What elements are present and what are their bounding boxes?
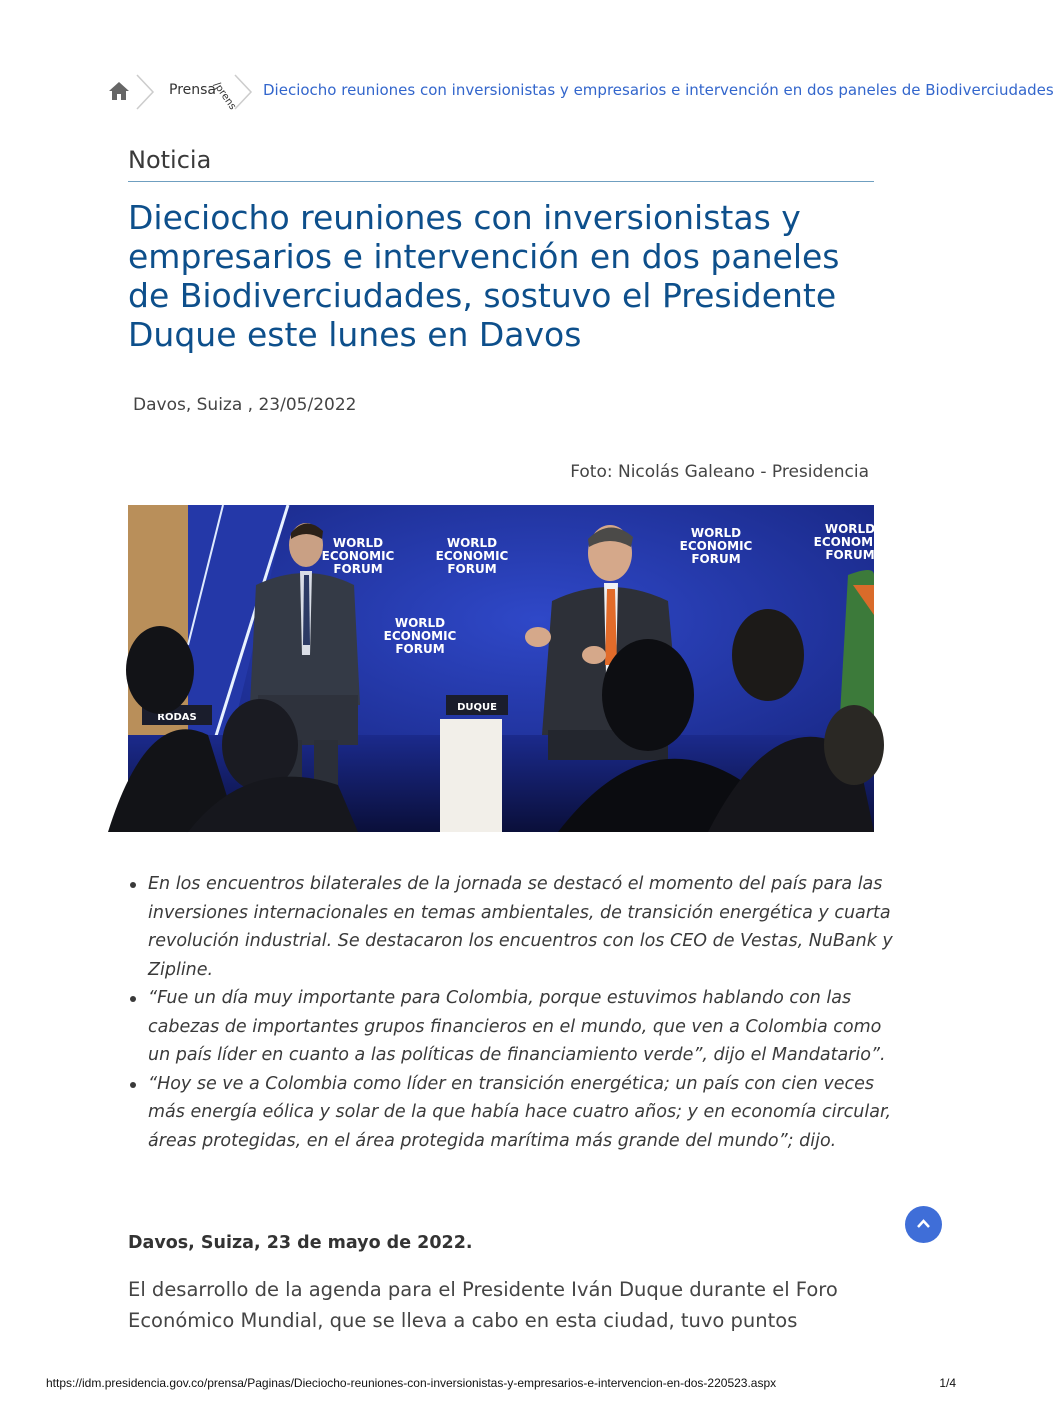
- section-label: Noticia: [128, 146, 212, 174]
- bullet-icon: [130, 1082, 136, 1088]
- svg-text:ECONOMIC: ECONOMIC: [321, 549, 395, 563]
- bullet-icon: [130, 882, 136, 888]
- bullet-icon: [130, 996, 136, 1002]
- svg-text:ECONOMIC: ECONOMIC: [383, 629, 457, 643]
- scroll-top-button[interactable]: [905, 1206, 942, 1243]
- svg-text:WORLD: WORLD: [394, 616, 446, 630]
- article-title: Dieciocho reuniones con inversionistas y empresarios e intervención en dos paneles de Biodiverciudades, sostuvo el Presidente Duque este lunes en Davos: [128, 198, 840, 354]
- svg-text:FORUM: FORUM: [333, 562, 383, 576]
- place-date: Davos, Suiza, 23 de mayo de 2022.: [128, 1233, 473, 1253]
- name-tag-rodas: RODAS: [157, 712, 197, 723]
- svg-text:FORUM: FORUM: [691, 552, 741, 566]
- breadcrumb-prensa-link[interactable]: Prensa: [169, 82, 217, 98]
- home-icon[interactable]: [108, 80, 130, 102]
- svg-text:WORLD: WORLD: [446, 536, 498, 550]
- photo-credit: Foto: Nicolás Galeano - Presidencia: [570, 462, 869, 482]
- svg-text:FORUM: FORUM: [825, 548, 875, 562]
- svg-text:FORUM: FORUM: [395, 642, 445, 656]
- breadcrumb: [108, 72, 1054, 112]
- chevron-up-icon: [916, 1218, 931, 1229]
- svg-text:ECONOMIC: ECONOMIC: [813, 535, 887, 549]
- name-tag-duque: DUQUE: [457, 702, 497, 713]
- chevron-right-icon: [234, 74, 252, 110]
- svg-text:WORLD: WORLD: [332, 536, 384, 550]
- breadcrumb-prensa-path: /prens: [210, 80, 238, 112]
- section-divider: [128, 181, 874, 182]
- highlight-item: En los encuentros bilaterales de la jornada se destacó el momento del país para las inversiones internacionales en temas ambientales, de transición energética y cuarta revolución industrial. Se destacaron los encuentros con los CEO de Vestas, NuBank y Zipline.: [148, 870, 894, 984]
- print-page-number: 1/4: [939, 1376, 956, 1390]
- svg-text:WORLD: WORLD: [690, 526, 742, 540]
- highlight-item: “Fue un día muy importante para Colombia, porque estuvimos hablando con las cabezas de importantes grupos financieros en el mundo, que ven a Colombia como un país líder en cuanto a las políticas de financiamiento verde”, dijo el Mandatario”.: [148, 984, 894, 1070]
- wef-logo: [814, 522, 887, 562]
- svg-text:WORLD: WORLD: [824, 522, 876, 536]
- article-dateline: Davos, Suiza , 23/05/2022: [133, 395, 357, 415]
- print-url: https://idm.presidencia.gov.co/prensa/Paginas/Dieciocho-reuniones-con-inversionistas-y-empresarios-e-intervencion-en-dos-220523.aspx: [46, 1376, 777, 1390]
- svg-text:ECONOMIC: ECONOMIC: [435, 549, 509, 563]
- highlight-item: “Hoy se ve a Colombia como líder en transición energética; un país con cien veces más energía eólica y solar de la que había hace cuatro años; y en economía circular, áreas protegidas, en el área protegida marítima más grande del mundo”; dijo.: [148, 1070, 894, 1156]
- chevron-right-icon: [136, 74, 154, 110]
- svg-text:FORUM: FORUM: [447, 562, 497, 576]
- body-paragraph: El desarrollo de la agenda para el Presidente Iván Duque durante el Foro Económico Mundial, que se lleva a cabo en esta ciudad, tuvo puntos: [128, 1278, 838, 1332]
- svg-text:ECONOMIC: ECONOMIC: [679, 539, 753, 553]
- breadcrumb-current-link[interactable]: Dieciocho reuniones con inversionistas y empresarios e intervención en dos paneles de Biodiverciudades: [263, 81, 1054, 99]
- article-photo: [128, 505, 887, 832]
- highlights-list: [128, 870, 894, 1155]
